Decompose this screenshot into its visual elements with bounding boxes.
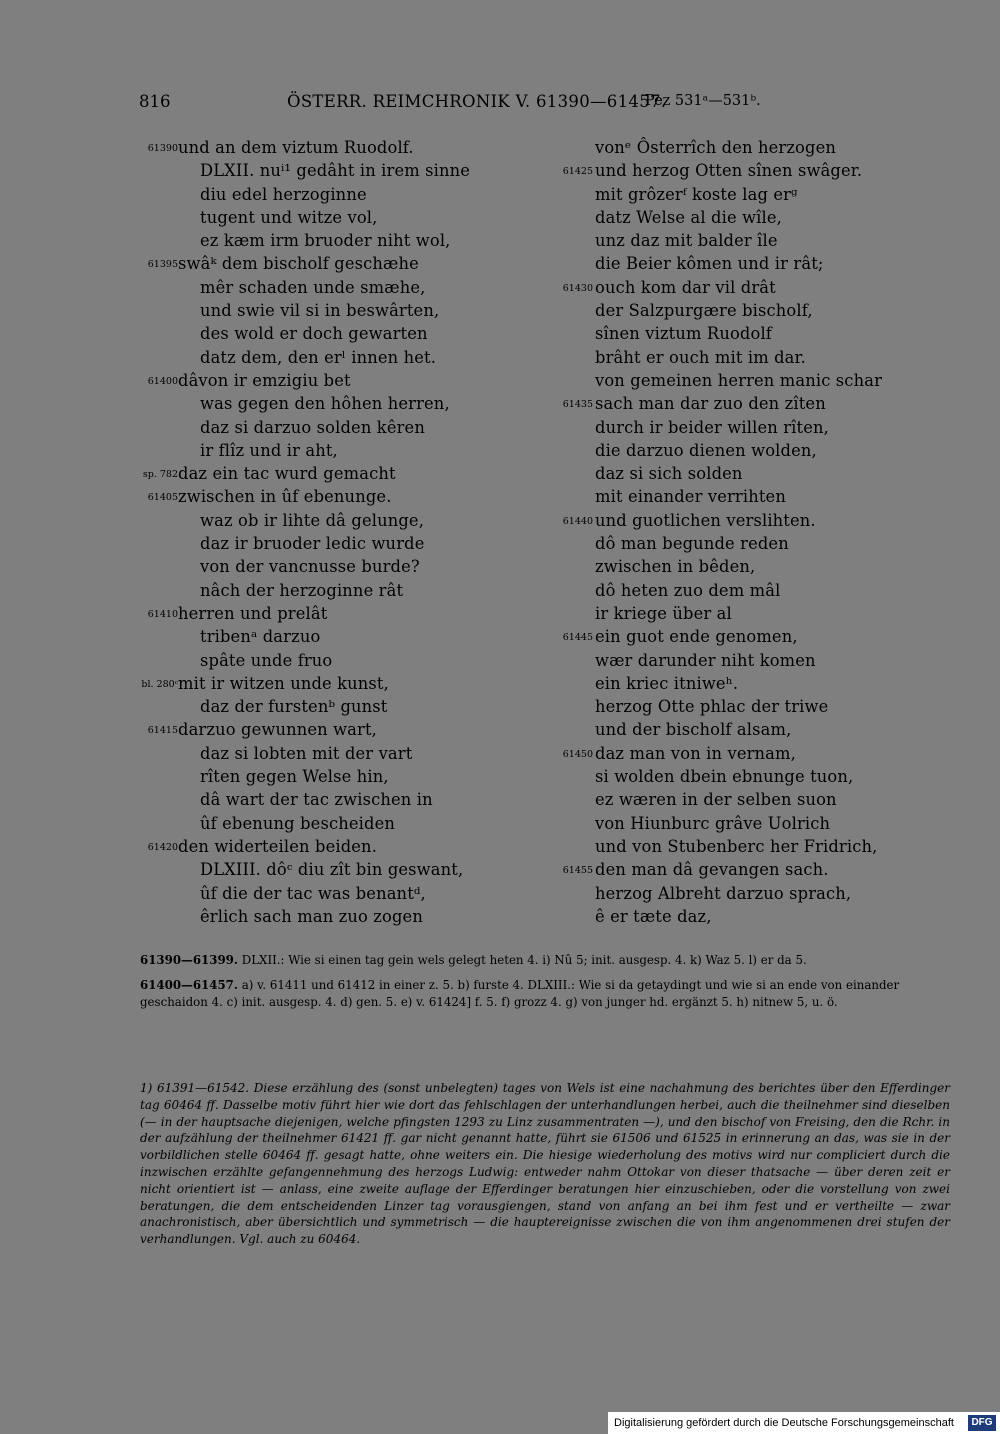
verse-number: sp. 782 <box>142 469 178 481</box>
verse-line <box>558 346 968 369</box>
verse-line <box>140 579 550 602</box>
verse-line <box>140 858 550 881</box>
verse-text: dô heten zuo dem mâl <box>595 580 781 600</box>
verse-line <box>558 858 968 881</box>
verse-line <box>140 206 550 229</box>
dfg-logo: DFG <box>968 1415 996 1431</box>
verse-line <box>558 159 968 182</box>
verse-text: dâvon ir emzigiu bet <box>178 370 351 390</box>
verse-line <box>558 555 968 578</box>
verse-number: 61400 <box>147 375 178 387</box>
verse-text: ir kriege über al <box>595 603 732 623</box>
verse-text: daz si lobten mit der vart <box>200 743 413 763</box>
verse-line <box>140 369 550 392</box>
verse-line <box>558 835 968 858</box>
verse-number: 61455 <box>562 865 593 877</box>
verse-column-right <box>558 136 968 928</box>
apparatus-range: 61400—61457. <box>140 978 238 992</box>
verse-text: sînen viztum Ruodolf <box>595 324 772 344</box>
verse-number: 61395 <box>147 259 178 271</box>
verse-number: 61415 <box>147 725 178 737</box>
verse-text: und von Stubenberc her Fridrich, <box>595 836 878 856</box>
footer-credit: Digitalisierung gefördert durch die Deutsche Forschungsgemeinschaft <box>614 1417 954 1429</box>
verse-text: herzog Otte phlac der triwe <box>595 697 829 717</box>
verse-line <box>140 765 550 788</box>
verse-line <box>558 625 968 648</box>
apparatus-text: DLXII.: Wie si einen tag gein wels gelegt heten 4. i) Nû 5; init. ausgesp. 4. k) Waz 5. l) er da 5. <box>241 953 807 967</box>
verse-text: DLXII. nuⁱ¹ gedâht in irem sinne <box>200 161 471 181</box>
verse-line <box>558 276 968 299</box>
verse-line <box>558 509 968 532</box>
verse-line <box>558 532 968 555</box>
apparatus-note <box>140 952 950 969</box>
running-title: ÖSTERR. REIMCHRONIK V. 61390—61457. <box>287 92 667 111</box>
verse-line <box>558 602 968 625</box>
verse-line <box>558 882 968 905</box>
verse-text: daz der furstenᵇ gunst <box>200 697 388 717</box>
verse-text: daz si sich solden <box>595 464 743 484</box>
verse-text: ir flîz und ir aht, <box>200 440 338 460</box>
verse-text: dâ wart der tac zwischen in <box>200 790 433 810</box>
verse-line <box>140 136 550 159</box>
pez-reference: Pez 531ᵃ—531ᵇ. <box>645 93 761 109</box>
apparatus-note <box>140 977 950 1011</box>
verse-text: und der bischolf alsam, <box>595 720 792 740</box>
verse-line <box>558 369 968 392</box>
verse-line <box>558 252 968 275</box>
verse-line <box>140 159 550 182</box>
verse-line <box>140 299 550 322</box>
verse-line <box>558 229 968 252</box>
verse-text: darzuo gewunnen wart, <box>178 720 377 740</box>
verse-text: datz dem, den erˡ innen het. <box>200 347 437 367</box>
verse-text: ouch kom dar vil drât <box>595 277 776 297</box>
verse-text: rîten gegen Welse hin, <box>200 767 389 787</box>
verse-line <box>558 672 968 695</box>
verse-line <box>558 439 968 462</box>
verse-text: die darzuo dienen wolden, <box>595 440 817 460</box>
verse-text: waz ob ir lihte dâ gelunge, <box>200 510 425 530</box>
verse-text: brâht er ouch mit im dar. <box>595 347 807 367</box>
verse-text: spâte unde fruo <box>200 650 333 670</box>
verse-line <box>140 509 550 532</box>
verse-text: vonᵉ Ôsterrîch den herzogen <box>595 138 836 157</box>
verse-text: tugent und witze vol, <box>200 207 378 227</box>
verse-text: daz si darzuo solden kêren <box>200 417 425 437</box>
verse-line <box>558 812 968 835</box>
verse-text: unz daz mit balder île <box>595 231 778 251</box>
verse-text: dô man begunde reden <box>595 534 789 554</box>
verse-text: zwischen in ûf ebenunge. <box>178 487 392 507</box>
verse-line <box>140 276 550 299</box>
verse-text: êrlich sach man zuo zogen <box>200 906 423 926</box>
verse-text: ez kæm irm bruoder niht wol, <box>200 231 451 251</box>
verse-line <box>558 765 968 788</box>
verse-text: swâᵏ dem bischolf geschæhe <box>178 254 419 274</box>
verse-line <box>140 905 550 928</box>
verse-line <box>140 555 550 578</box>
verse-line <box>558 416 968 439</box>
verse-number: 61405 <box>147 492 178 504</box>
verse-text: datz Welse al die wîle, <box>595 207 782 227</box>
verse-text: die Beier kômen und ir rât; <box>595 254 824 274</box>
verse-text: si wolden dbein ebnunge tuon, <box>595 767 854 787</box>
verse-text: tribenᵃ darzuo <box>200 627 321 647</box>
verse-text: wær darunder niht komen <box>595 650 816 670</box>
verse-text: DLXIII. dôᶜ diu zît bin geswant, <box>200 860 464 880</box>
verse-line <box>140 485 550 508</box>
verse-column-left <box>140 136 550 928</box>
verse-text: des wold er doch gewarten <box>200 324 428 344</box>
verse-text: ê er tæte daz, <box>595 906 712 926</box>
verse-number: 61440 <box>562 515 593 527</box>
verse-line <box>558 462 968 485</box>
verse-text: sach man dar zuo den zîten <box>595 394 826 414</box>
verse-text: ez wæren in der selben suon <box>595 790 837 810</box>
verse-text: mêr schaden unde smæhe, <box>200 277 426 297</box>
verse-line <box>140 346 550 369</box>
verse-text: was gegen den hôhen herren, <box>200 394 450 414</box>
verse-line <box>558 485 968 508</box>
verse-text: den widerteilen beiden. <box>178 836 378 856</box>
verse-text: von der vancnusse burde? <box>200 557 420 577</box>
verse-text: und an dem viztum Ruodolf. <box>178 138 414 157</box>
verse-line <box>140 322 550 345</box>
verse-line <box>558 299 968 322</box>
verse-text: und herzog Otten sînen swâger. <box>595 161 863 181</box>
verse-number: 61435 <box>562 399 593 411</box>
verse-number: 61390 <box>147 143 178 154</box>
verse-line <box>140 788 550 811</box>
verse-text: daz man von in vernam, <box>595 743 796 763</box>
verse-number: 61425 <box>562 166 593 178</box>
verse-line <box>140 649 550 672</box>
verse-line <box>558 136 968 159</box>
verse-line <box>140 742 550 765</box>
critical-apparatus <box>140 952 950 1019</box>
verse-text: daz ir bruoder ledic wurde <box>200 534 425 554</box>
verse-line <box>140 882 550 905</box>
verse-line <box>140 602 550 625</box>
verse-text: herzog Albreht darzuo sprach, <box>595 883 852 903</box>
apparatus-range: 61390—61399. <box>140 953 238 967</box>
verse-text: diu edel herzoginne <box>200 184 367 204</box>
verse-text: der Salzpurgære bischolf, <box>595 301 813 321</box>
verse-line <box>558 788 968 811</box>
verse-text: von Hiunburc grâve Uolrich <box>595 813 831 833</box>
digitization-footer <box>608 1412 1000 1434</box>
verse-number: 61420 <box>147 841 178 853</box>
verse-number: 61410 <box>147 608 178 620</box>
verse-line <box>140 229 550 252</box>
verse-text: ûf die der tac was benantᵈ, <box>200 883 426 903</box>
verse-number: 61450 <box>562 748 593 760</box>
verse-number: 61430 <box>562 282 593 294</box>
verse-line <box>558 718 968 741</box>
verse-line <box>558 649 968 672</box>
apparatus-text: a) v. 61411 und 61412 in einer z. 5. b) furste 4. DLXIII.: Wie si da getaydingt und wie si an ende von einander geschaidon 4. c) init. ausgesp. 4. d) gen. 5. e) v. 61424] f. 5. f) grozz 4. g) von junger hd. ergänzt 5. h) nitnew 5, u. ö. <box>140 978 900 1009</box>
verse-line <box>558 206 968 229</box>
verse-number: 61445 <box>562 632 593 644</box>
verse-line <box>558 905 968 928</box>
verse-line <box>558 322 968 345</box>
verse-text: daz ein tac wurd gemacht <box>178 464 396 484</box>
page-number: 816 <box>139 92 171 111</box>
verse-line <box>140 532 550 555</box>
verse-line <box>140 416 550 439</box>
verse-line <box>558 183 968 206</box>
verse-line <box>140 252 550 275</box>
verse-text: mit ir witzen unde kunst, <box>178 673 389 693</box>
verse-text: und swie vil si in beswârten, <box>200 301 440 321</box>
verse-line <box>558 742 968 765</box>
verse-number: bl. 280ᶜ <box>141 678 178 690</box>
verse-text: durch ir beider willen rîten, <box>595 417 829 437</box>
verse-text: zwischen in bêden, <box>595 557 756 577</box>
verse-text: ein guot ende genomen, <box>595 627 798 647</box>
verse-line <box>140 183 550 206</box>
verse-line <box>140 718 550 741</box>
verse-text: ein kriec itniweʰ. <box>595 673 739 693</box>
verse-text: den man dâ gevangen sach. <box>595 860 829 880</box>
verse-line <box>140 672 550 695</box>
verse-line <box>558 579 968 602</box>
verse-line <box>558 695 968 718</box>
verse-line <box>140 835 550 858</box>
commentary-note: 1) 61391—61542. Diese erzählung des (sonst unbelegten) tages von Wels ist eine nachahmung des berichtes über den Efferdinger tag 60464 ff. Dasselbe motiv führt hier wie dort das fehlschlagen der unterhandlungen herbei, auch die theilnehmer sind dieselben (— in der hauptsache diejenigen, welche pfingsten 1293 zu Linz zusammentraten —), und den bischof von Freising, den die Rchr. in der aufzählung der theilnehmer 61421 ff. gar nicht genannt hatte, führt sie 61506 und 61525 in erinnerung an das, was sie in der vorbildlichen stelle 60464 ff. gesagt hatte, ohne weiters ein. Die hiesige wiederholung des motivs wird nur compliciert durch die inzwischen erzählte gefangennehmung des herzogs Ludwig: entweder nahm Ottokar von dieser thatsache — über deren zeit er nicht orientiert ist — anlass, eine zweite auflage der Efferdinger beratungen hier einzuschieben, oder die vorstellung von zwei beratungen, die dem entscheidenden Linzer tag vorausgiengen, stand von anfang an bei ihm fest und er vertheilte — zwar anachronistisch, aber übersichtlich und symmetrisch — die hauptereignisse zwischen die von ihm angenommenen drei stufen der verhandlungen. Vgl. auch zu 60464. <box>140 1081 950 1247</box>
verse-text: ûf ebenung bescheiden <box>200 813 395 833</box>
verse-text: von gemeinen herren manic schar <box>595 370 882 390</box>
verse-line <box>140 812 550 835</box>
verse-text: nâch der herzoginne rât <box>200 580 404 600</box>
verse-text: mit einander verrihten <box>595 487 786 507</box>
verse-text: herren und prelât <box>178 603 328 623</box>
verse-line <box>140 695 550 718</box>
verse-line <box>140 439 550 462</box>
verse-line <box>140 392 550 415</box>
verse-line <box>558 392 968 415</box>
verse-line <box>140 462 550 485</box>
page-header <box>139 92 813 116</box>
verse-text: mit grôzerᶠ koste lag erᵍ <box>595 184 798 204</box>
verse-text: und guotlichen verslihten. <box>595 510 816 530</box>
verse-line <box>140 625 550 648</box>
